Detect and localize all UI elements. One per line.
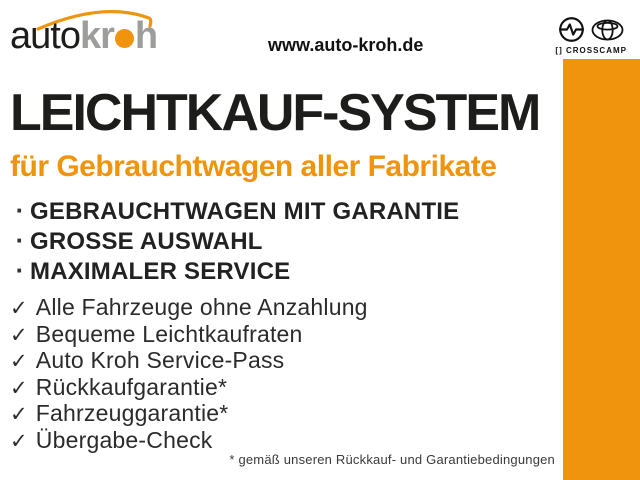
logo-text-kr: kr: [79, 15, 114, 57]
check-item-label: Übergabe-Check: [35, 426, 213, 453]
opel-logo-icon: [558, 16, 585, 43]
list-item: [10, 375, 558, 402]
bullet-item-label: GEBRAUCHTWAGEN MIT GARANTIE: [30, 198, 460, 225]
brand-logo-row: [555, 16, 627, 43]
crosscamp-bracket-icon: []: [555, 46, 563, 55]
list-item: [10, 295, 558, 322]
check-item-label: Bequeme Leichtkaufraten: [35, 320, 303, 347]
orange-accent-bar: [563, 59, 640, 480]
logo-text-auto: auto: [10, 15, 80, 57]
check-item-label: Alle Fahrzeuge ohne Anzahlung: [35, 294, 368, 320]
crosscamp-label: CROSSCAMP: [565, 46, 627, 55]
check-item-label: Rückkaufgarantie*: [35, 373, 228, 400]
logo-orange-dot-icon: [115, 29, 134, 48]
brand-logos: [555, 16, 627, 55]
crosscamp-logo: [555, 46, 627, 55]
checkmark-icon: ✓: [10, 297, 28, 320]
bullet-dot-icon: ·: [15, 225, 25, 255]
checkmark-icon: ✓: [10, 403, 28, 426]
logo-text-h: h: [134, 15, 158, 57]
check-item-label: Auto Kroh Service-Pass: [35, 347, 285, 373]
autokroh-logo: [8, 4, 183, 60]
list-item: [10, 226, 558, 256]
list-item: [10, 428, 558, 455]
website-url: www.auto-kroh.de: [268, 35, 424, 55]
page-title: LEICHTKAUF-SYSTEM: [10, 84, 540, 142]
bullet-dot-icon: ·: [15, 255, 25, 285]
list-item: [10, 196, 558, 226]
check-item-label: Fahrzeuggarantie*: [35, 400, 229, 426]
main-content: [10, 86, 558, 454]
toyota-logo-icon: [591, 18, 624, 42]
list-item: [10, 256, 558, 286]
checkmark-icon: ✓: [10, 376, 28, 400]
check-list: [10, 295, 558, 454]
page-subtitle: für Gebrauchtwagen aller Fabrikate: [10, 150, 497, 183]
checkmark-icon: ✓: [10, 323, 28, 347]
bullet-list: [10, 196, 558, 286]
bullet-dot-icon: ·: [15, 195, 25, 225]
checkmark-icon: ✓: [10, 429, 28, 453]
list-item: [10, 348, 558, 375]
bullet-item-label: MAXIMALER SERVICE: [30, 258, 291, 285]
footnote-text: * gemäß unseren Rückkauf- und Garantiebedingungen: [229, 452, 555, 467]
list-item: [10, 401, 558, 428]
logo-wordmark: [10, 17, 157, 55]
bullet-item-label: GROSSE AUSWAHL: [30, 228, 263, 255]
list-item: [10, 322, 558, 349]
checkmark-icon: ✓: [10, 350, 28, 373]
